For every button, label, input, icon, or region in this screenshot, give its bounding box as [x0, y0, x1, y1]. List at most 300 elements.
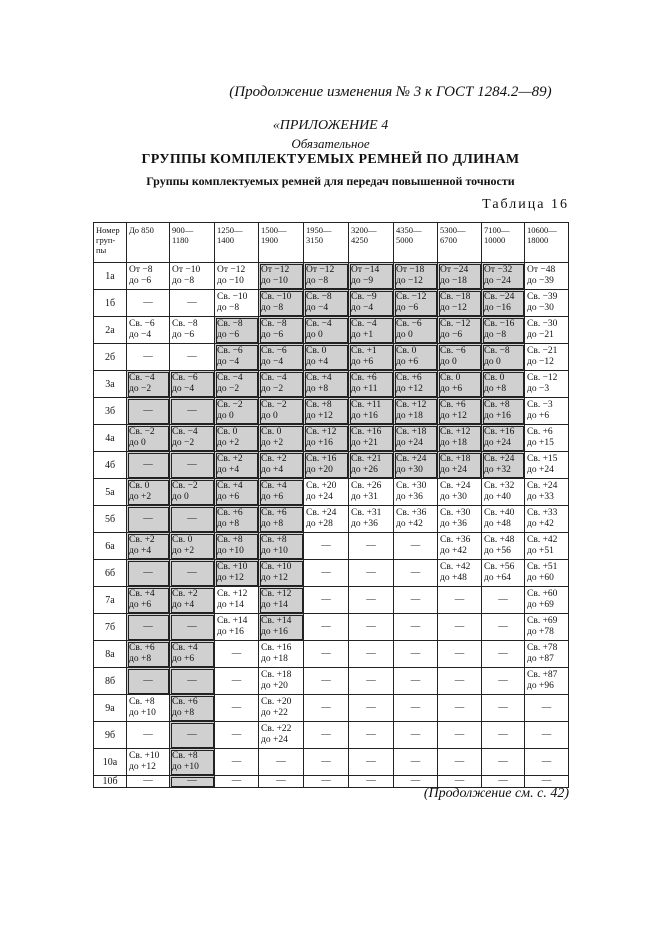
- cell-line-to: до +8: [261, 519, 284, 529]
- cell-line-from: Св. 0: [396, 346, 417, 356]
- table-body: [94, 263, 569, 788]
- tolerance-cell: [127, 371, 170, 398]
- cell-line-from: —: [541, 702, 552, 713]
- cell-line-to: до +48: [484, 519, 511, 529]
- tolerance-cell: [259, 614, 304, 641]
- cell-line-from: —: [231, 729, 242, 740]
- cell-line-from: Св. +31: [351, 508, 382, 518]
- table-row: [94, 641, 569, 668]
- cell-line-to: до +20: [261, 681, 288, 691]
- cell-line-from: Св. −9: [351, 292, 377, 302]
- cell-line-to: до −18: [440, 276, 467, 286]
- tolerance-cell: [170, 560, 215, 587]
- tolerance-cell: [482, 533, 525, 560]
- cell-line-from: —: [410, 540, 421, 551]
- tolerance-cell: [438, 614, 482, 641]
- tolerance-cell: [259, 317, 304, 344]
- cell-line-from: Св. +24: [440, 481, 471, 491]
- cell-line-to: до −6: [261, 330, 284, 340]
- cell-line-from: —: [366, 540, 376, 551]
- tolerance-cell: [349, 560, 394, 587]
- tolerance-cell: [127, 263, 170, 290]
- tolerance-cell: [438, 506, 482, 533]
- cell-line-to: до +24: [261, 735, 288, 745]
- tolerance-cell: [304, 506, 349, 533]
- cell-line-to: до +16: [217, 627, 244, 637]
- tolerance-cell: [127, 425, 170, 452]
- cell-line-to: до +6: [527, 411, 550, 421]
- cell-line-to: до +2: [261, 438, 284, 448]
- tolerance-cell: [482, 668, 525, 695]
- cell-line-to: до 0: [172, 492, 189, 502]
- cell-line-from: Св. −39: [527, 292, 558, 302]
- tolerance-cell: [349, 344, 394, 371]
- tolerance-cell: [349, 641, 394, 668]
- cell-line-to: до +8: [306, 384, 329, 394]
- group-number-cell: 10б: [94, 776, 127, 788]
- cell-line-from: —: [366, 756, 376, 767]
- cell-line-from: Св. −6: [261, 346, 287, 356]
- tolerance-cell: [170, 263, 215, 290]
- cell-line-from: Св. −4: [261, 373, 287, 383]
- table-row: [94, 749, 569, 776]
- cell-line-to: до +30: [440, 492, 467, 502]
- tolerance-cell: [525, 533, 569, 560]
- cell-line-from: Св. +4: [217, 481, 243, 491]
- cell-line-from: Св. +12: [396, 400, 427, 410]
- tolerance-cell: [259, 587, 304, 614]
- cell-line-from: —: [321, 648, 331, 659]
- cell-line-from: —: [454, 776, 465, 786]
- cell-line-from: —: [231, 756, 242, 767]
- tolerance-cell: [394, 452, 438, 479]
- tolerance-cell: [170, 290, 215, 317]
- cell-line-from: —: [498, 648, 508, 659]
- cell-line-from: Св. +2: [129, 535, 155, 545]
- tolerance-cell: [525, 722, 569, 749]
- cell-line-to: до −12: [440, 303, 467, 313]
- tolerance-cell: [482, 344, 525, 371]
- tolerance-cell: [349, 776, 394, 788]
- cell-line-from: —: [366, 648, 376, 659]
- cell-line-to: до +4: [129, 546, 152, 556]
- tolerance-cell: [304, 533, 349, 560]
- cell-line-from: Св. +6: [440, 400, 466, 410]
- tolerance-cell: [127, 776, 170, 788]
- tolerance-cell: [170, 695, 215, 722]
- group-number-cell: 2б: [94, 344, 127, 371]
- cell-line-from: —: [231, 776, 242, 786]
- cell-line-from: От −48: [527, 265, 556, 275]
- cell-line-from: —: [321, 621, 331, 632]
- cell-line-to: до −10: [261, 276, 288, 286]
- cell-line-from: —: [454, 756, 465, 767]
- cell-line-from: —: [231, 675, 242, 686]
- cell-line-from: Св. −4: [351, 319, 377, 329]
- cell-line-to: до −8: [306, 276, 329, 286]
- table-row: [94, 533, 569, 560]
- cell-line-from: Св. −10: [261, 292, 292, 302]
- tolerance-cell: [215, 614, 259, 641]
- cell-line-from: —: [143, 621, 153, 632]
- cell-line-from: Св. 0: [129, 481, 150, 491]
- cell-line-from: —: [187, 621, 197, 632]
- cell-line-from: —: [498, 675, 508, 686]
- cell-line-to: до +10: [261, 546, 288, 556]
- cell-line-from: —: [321, 729, 331, 740]
- cell-line-from: Св. +36: [396, 508, 427, 518]
- tolerance-cell: [127, 695, 170, 722]
- cell-line-from: —: [187, 675, 197, 686]
- cell-line-to: до +60: [527, 573, 554, 583]
- cell-line-from: Св. +8: [172, 751, 198, 761]
- tolerance-cell: [525, 263, 569, 290]
- cell-line-to: до 0: [484, 357, 501, 367]
- tolerance-cell: [349, 506, 394, 533]
- tolerance-cell: [525, 452, 569, 479]
- cell-line-from: Св. 0: [484, 373, 505, 383]
- cell-line-from: От −12: [217, 265, 246, 275]
- cell-line-to: до +16: [261, 627, 288, 637]
- cell-line-from: Св. −8: [306, 292, 332, 302]
- tolerance-cell: [525, 695, 569, 722]
- tolerance-cell: [127, 722, 170, 749]
- header-length-range: 5300— 6700: [438, 223, 482, 263]
- group-number-cell: 10а: [94, 749, 127, 776]
- tolerance-cell: [215, 452, 259, 479]
- cell-line-from: —: [366, 776, 376, 786]
- cell-line-to: до +42: [527, 519, 554, 529]
- cell-line-to: до +15: [527, 438, 554, 448]
- cell-line-to: до −12: [527, 357, 554, 367]
- tolerance-cell: [394, 587, 438, 614]
- cell-line-from: —: [454, 729, 465, 740]
- cell-line-to: до +8: [172, 708, 195, 718]
- cell-line-from: —: [454, 648, 465, 659]
- tolerance-cell: [349, 614, 394, 641]
- cell-line-from: —: [321, 540, 331, 551]
- cell-line-to: до +12: [217, 573, 244, 583]
- tolerance-cell: [304, 290, 349, 317]
- cell-line-from: Св. −2: [261, 400, 287, 410]
- tolerance-cell: [349, 371, 394, 398]
- cell-line-from: Св. +4: [306, 373, 332, 383]
- tolerance-cell: [394, 560, 438, 587]
- table-label: Таблица 16: [482, 197, 569, 212]
- tolerance-cell: [259, 290, 304, 317]
- cell-line-from: Св. −4: [172, 427, 198, 437]
- tolerance-cell: [525, 641, 569, 668]
- tolerance-cell: [482, 722, 525, 749]
- cell-line-to: до −6: [440, 330, 463, 340]
- cell-line-to: до +56: [484, 546, 511, 556]
- cell-line-to: до +33: [527, 492, 554, 502]
- cell-line-to: до +6: [129, 600, 152, 610]
- tolerance-cell: [394, 371, 438, 398]
- cell-line-from: —: [187, 351, 197, 362]
- cell-line-to: до −21: [527, 330, 554, 340]
- cell-line-to: до +24: [484, 438, 511, 448]
- cell-line-from: Св. −10: [217, 292, 248, 302]
- cell-line-from: Св. −21: [527, 346, 558, 356]
- cell-line-from: —: [321, 776, 331, 786]
- cell-line-from: Св. −4: [129, 373, 155, 383]
- tolerance-cell: [259, 560, 304, 587]
- tolerance-cell: [215, 722, 259, 749]
- cell-line-from: Св. +16: [261, 643, 292, 653]
- tolerance-cell: [215, 479, 259, 506]
- cell-line-to: до −4: [172, 384, 195, 394]
- cell-line-from: Св. +10: [129, 751, 160, 761]
- cell-line-to: до +4: [306, 357, 329, 367]
- cell-line-from: Св. +4: [129, 589, 155, 599]
- cell-line-to: до +51: [527, 546, 554, 556]
- tolerance-cell: [482, 587, 525, 614]
- cell-line-from: Св. −8: [484, 346, 510, 356]
- cell-line-from: Св. −6: [217, 346, 243, 356]
- cell-line-to: до −8: [172, 276, 195, 286]
- cell-line-to: до +12: [440, 411, 467, 421]
- table-row: [94, 398, 569, 425]
- cell-line-from: —: [143, 675, 153, 686]
- cell-line-to: до +1: [351, 330, 374, 340]
- sub-title: Группы комплектуемых ремней для передач повышенной точности: [146, 174, 515, 188]
- cell-line-from: —: [498, 621, 508, 632]
- cell-line-from: Св. +8: [484, 400, 510, 410]
- cell-line-from: Св. −12: [440, 319, 471, 329]
- tolerance-cell: [215, 641, 259, 668]
- tolerance-cell: [170, 749, 215, 776]
- tolerance-cell: [170, 533, 215, 560]
- cell-line-to: до −8: [217, 303, 240, 313]
- cell-line-from: От −8: [129, 265, 153, 275]
- tolerance-cell: [394, 263, 438, 290]
- tolerance-cell: [525, 317, 569, 344]
- tolerance-cell: [259, 776, 304, 788]
- cell-line-to: до +10: [172, 762, 199, 772]
- cell-line-from: —: [410, 776, 421, 786]
- tolerance-cell: [394, 425, 438, 452]
- cell-line-from: Св. +78: [527, 643, 558, 653]
- tolerance-cell: [349, 398, 394, 425]
- cell-line-from: Св. −2: [217, 400, 243, 410]
- cell-line-to: до +12: [306, 411, 333, 421]
- cell-line-from: Св. +6: [527, 427, 553, 437]
- cell-line-from: —: [410, 594, 421, 605]
- cell-line-from: Св. +2: [172, 589, 198, 599]
- tolerance-cell: [259, 344, 304, 371]
- tolerance-cell: [394, 479, 438, 506]
- cell-line-from: Св. −24: [484, 292, 515, 302]
- tolerance-cell: [127, 587, 170, 614]
- tolerance-cell: [394, 344, 438, 371]
- group-number-cell: 9б: [94, 722, 127, 749]
- cell-line-to: до +8: [484, 384, 507, 394]
- tolerance-cell: [482, 479, 525, 506]
- cell-line-to: до −39: [527, 276, 554, 286]
- cell-line-from: —: [187, 567, 197, 578]
- header-note: (Продолжение изменения № 3 к ГОСТ 1284.2—89): [229, 84, 552, 100]
- tolerance-cell: [349, 722, 394, 749]
- tolerance-cell: [304, 587, 349, 614]
- cell-line-from: —: [366, 621, 376, 632]
- header-length-range: 1250— 1400: [215, 223, 259, 263]
- cell-line-from: Св. 0: [440, 373, 461, 383]
- cell-line-to: до +69: [527, 600, 554, 610]
- tolerance-cell: [170, 479, 215, 506]
- table-row: [94, 506, 569, 533]
- tolerance-cell: [170, 452, 215, 479]
- tolerance-cell: [482, 749, 525, 776]
- cell-line-from: —: [454, 675, 465, 686]
- cell-line-to: до 0: [129, 438, 146, 448]
- tolerance-cell: [394, 290, 438, 317]
- cell-line-to: до +30: [396, 465, 423, 475]
- tolerance-cell: [349, 587, 394, 614]
- cell-line-from: Св. +8: [261, 535, 287, 545]
- tolerance-cell: [259, 506, 304, 533]
- tolerance-cell: [304, 344, 349, 371]
- tolerance-cell: [170, 587, 215, 614]
- tolerance-cell: [127, 344, 170, 371]
- tolerance-cell: [349, 263, 394, 290]
- appendix-title: «ПРИЛОЖЕНИЕ 4: [272, 118, 389, 133]
- cell-line-to: до +6: [172, 654, 195, 664]
- cell-line-from: —: [143, 567, 153, 578]
- cell-line-from: —: [187, 513, 197, 524]
- cell-line-to: до +42: [440, 546, 467, 556]
- cell-line-from: Св. +87: [527, 670, 558, 680]
- group-number-cell: 8а: [94, 641, 127, 668]
- cell-line-from: —: [143, 351, 153, 362]
- tolerance-cell: [127, 290, 170, 317]
- cell-line-from: —: [143, 405, 153, 416]
- cell-line-from: —: [321, 675, 331, 686]
- tolerance-cell: [304, 452, 349, 479]
- tolerance-cell: [394, 695, 438, 722]
- tolerance-cell: [170, 776, 215, 788]
- cell-line-from: —: [143, 513, 153, 524]
- cell-line-from: —: [143, 776, 153, 786]
- table-row: [94, 425, 569, 452]
- tolerance-cell: [215, 587, 259, 614]
- cell-line-to: до +78: [527, 627, 554, 637]
- header-length-range: До 850: [127, 223, 170, 263]
- table-row: [94, 452, 569, 479]
- cell-line-from: —: [366, 567, 376, 578]
- cell-line-to: до +2: [129, 492, 152, 502]
- header-length-range: 1500— 1900: [259, 223, 304, 263]
- tolerance-cell: [525, 506, 569, 533]
- tolerance-cell: [349, 317, 394, 344]
- group-number-cell: 5а: [94, 479, 127, 506]
- cell-line-to: до −8: [261, 303, 284, 313]
- tolerance-cell: [438, 371, 482, 398]
- tolerance-cell: [438, 722, 482, 749]
- table-row: [94, 668, 569, 695]
- tolerance-cell: [394, 668, 438, 695]
- cell-line-from: Св. +56: [484, 562, 515, 572]
- tolerance-cell: [438, 317, 482, 344]
- tolerance-cell: [215, 695, 259, 722]
- cell-line-from: Св. +42: [527, 535, 558, 545]
- tolerance-cell: [349, 695, 394, 722]
- footer-note: (Продолжение см. с. 42): [423, 786, 569, 801]
- tolerance-cell: [259, 668, 304, 695]
- cell-line-from: Св. −2: [172, 481, 198, 491]
- cell-line-from: Св. +8: [306, 400, 332, 410]
- tolerance-cell: [215, 533, 259, 560]
- cell-line-to: до +14: [217, 600, 244, 610]
- cell-line-to: до +4: [261, 465, 284, 475]
- table-row: [94, 317, 569, 344]
- belt-groups-table: [93, 222, 569, 788]
- cell-line-from: Св. +1: [351, 346, 377, 356]
- tolerance-cell: [215, 371, 259, 398]
- header-length-range: 1950— 3150: [304, 223, 349, 263]
- tolerance-cell: [349, 749, 394, 776]
- cell-line-from: —: [498, 756, 508, 767]
- cell-line-from: Св. +18: [440, 454, 471, 464]
- cell-line-to: до +8: [217, 519, 240, 529]
- tolerance-cell: [482, 695, 525, 722]
- cell-line-from: Св. +16: [351, 427, 382, 437]
- cell-line-from: —: [231, 702, 242, 713]
- cell-line-from: —: [541, 776, 552, 786]
- tolerance-cell: [482, 398, 525, 425]
- cell-line-to: до +4: [172, 600, 195, 610]
- cell-line-from: Св. −6: [129, 319, 155, 329]
- cell-line-from: Св. +6: [351, 373, 377, 383]
- cell-line-from: Св. +12: [217, 589, 248, 599]
- tolerance-cell: [127, 749, 170, 776]
- header-length-range: 4350— 5000: [394, 223, 438, 263]
- cell-line-from: Св. +12: [261, 589, 292, 599]
- cell-line-to: до +2: [172, 546, 195, 556]
- cell-line-from: —: [454, 621, 465, 632]
- tolerance-cell: [170, 317, 215, 344]
- cell-line-to: до +16: [351, 411, 378, 421]
- tolerance-cell: [438, 479, 482, 506]
- tolerance-cell: [170, 722, 215, 749]
- tolerance-cell: [394, 749, 438, 776]
- cell-line-from: Св. −8: [172, 319, 198, 329]
- table-row: [94, 587, 569, 614]
- cell-line-from: Св. +21: [351, 454, 382, 464]
- cell-line-to: до 0: [217, 411, 234, 421]
- cell-line-from: —: [498, 729, 508, 740]
- cell-line-from: Св. +8: [129, 697, 155, 707]
- cell-line-from: Св. +11: [351, 400, 382, 410]
- cell-line-from: Св. +10: [261, 562, 292, 572]
- tolerance-cell: [349, 668, 394, 695]
- cell-line-to: до +6: [440, 384, 463, 394]
- tolerance-cell: [482, 506, 525, 533]
- tolerance-cell: [394, 641, 438, 668]
- cell-line-from: —: [366, 675, 376, 686]
- tolerance-cell: [304, 614, 349, 641]
- cell-line-to: до +6: [396, 357, 419, 367]
- table-row: [94, 371, 569, 398]
- tolerance-cell: [394, 533, 438, 560]
- tolerance-cell: [304, 263, 349, 290]
- tolerance-cell: [127, 317, 170, 344]
- tolerance-cell: [482, 641, 525, 668]
- cell-line-from: Св. +69: [527, 616, 558, 626]
- group-number-cell: 4б: [94, 452, 127, 479]
- cell-line-from: Св. +30: [396, 481, 427, 491]
- cell-line-to: до +18: [396, 411, 423, 421]
